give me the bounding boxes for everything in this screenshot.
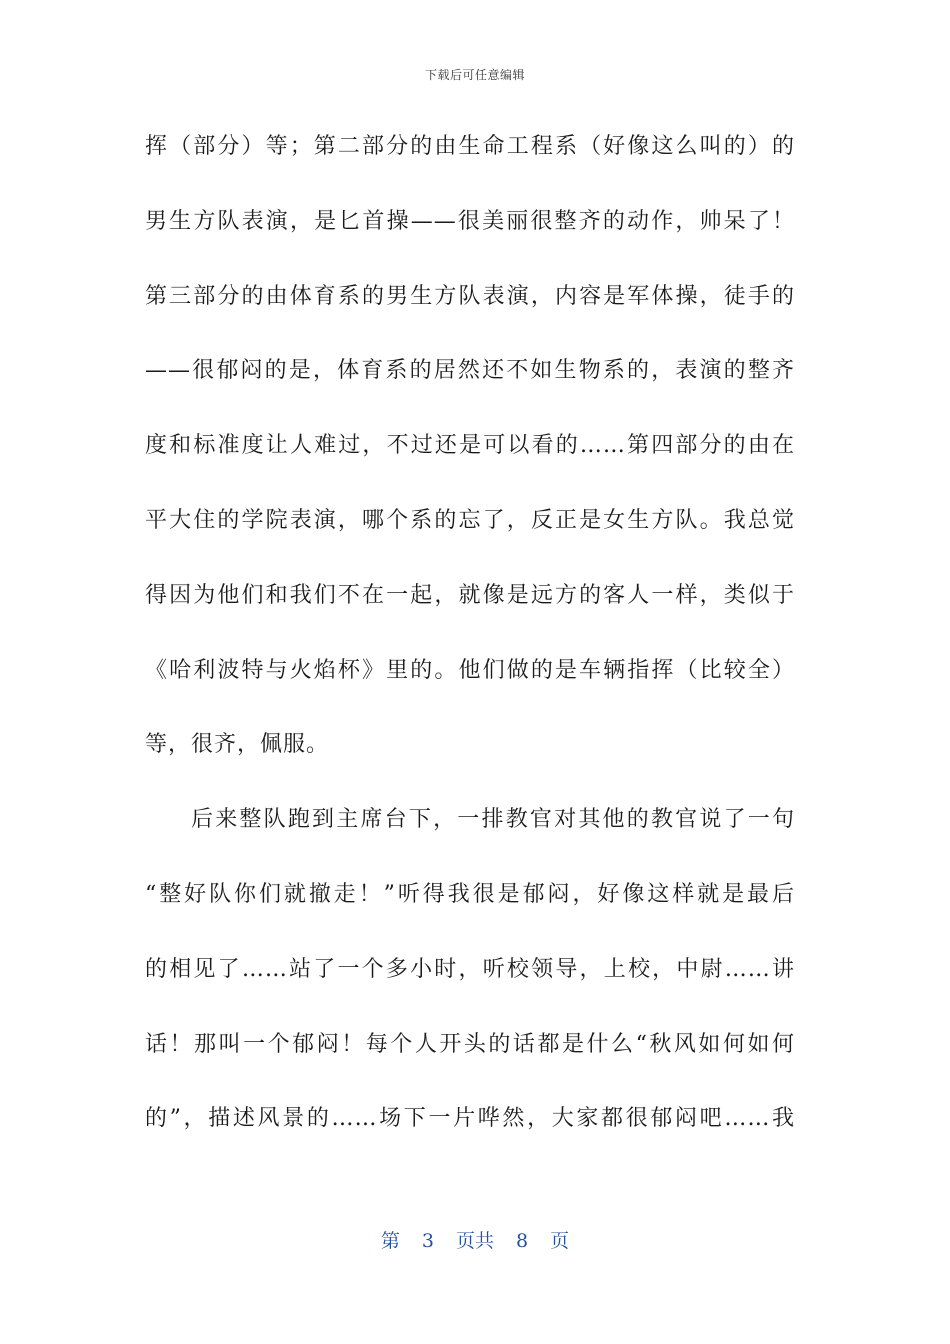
- text-line: 得因为他们和我们不在一起，就像是远方的客人一样，类似于: [145, 582, 795, 608]
- text-line: 第三部分的由体育系的男生方队表演，内容是军体操，徒手的: [145, 283, 795, 309]
- text-line: 的”，描述风景的……场下一片哗然，大家都很郁闷吧……我: [145, 1106, 795, 1132]
- text-line: 等，很齐，佩服。: [145, 732, 330, 758]
- footer-middle: 页共: [455, 1230, 494, 1252]
- text-line: 男生方队表演，是匕首操——很美丽很整齐的动作，帅呆了！: [145, 208, 795, 234]
- document-body: [145, 118, 795, 1165]
- text-line: 话！那叫一个郁闷！每个人开头的话都是什么“秋风如何如何: [145, 1031, 795, 1057]
- text-line: 平大住的学院表演，哪个系的忘了，反正是女生方队。我总觉: [145, 507, 795, 533]
- text-line: “整好队你们就撤走！”听得我很是郁闷，好像这样就是最后: [145, 881, 795, 907]
- text-line: 的相见了……站了一个多小时，听校领导，上校，中尉……讲: [145, 956, 795, 982]
- current-page-number: 3: [421, 1230, 434, 1252]
- footer-suffix: 页: [550, 1230, 570, 1252]
- text-line: ——很郁闷的是，体育系的居然还不如生物系的，表演的整齐: [145, 358, 795, 384]
- total-page-number: 8: [516, 1230, 529, 1252]
- text-line: 度和标准度让人难过，不过还是可以看的……第四部分的由在: [145, 433, 795, 459]
- page-footer: [0, 1226, 950, 1253]
- text-line: 挥（部分）等；第二部分的由生命工程系（好像这么叫的）的: [145, 134, 795, 159]
- page-header-note: 下载后可任意编辑: [424, 68, 525, 82]
- footer-prefix: 第: [380, 1230, 400, 1252]
- text-line: 后来整队跑到主席台下，一排教官对其他的教官说了一句: [191, 807, 795, 833]
- text-line: 《哈利波特与火焰杯》里的。他们做的是车辆指挥（比较全）: [145, 657, 795, 683]
